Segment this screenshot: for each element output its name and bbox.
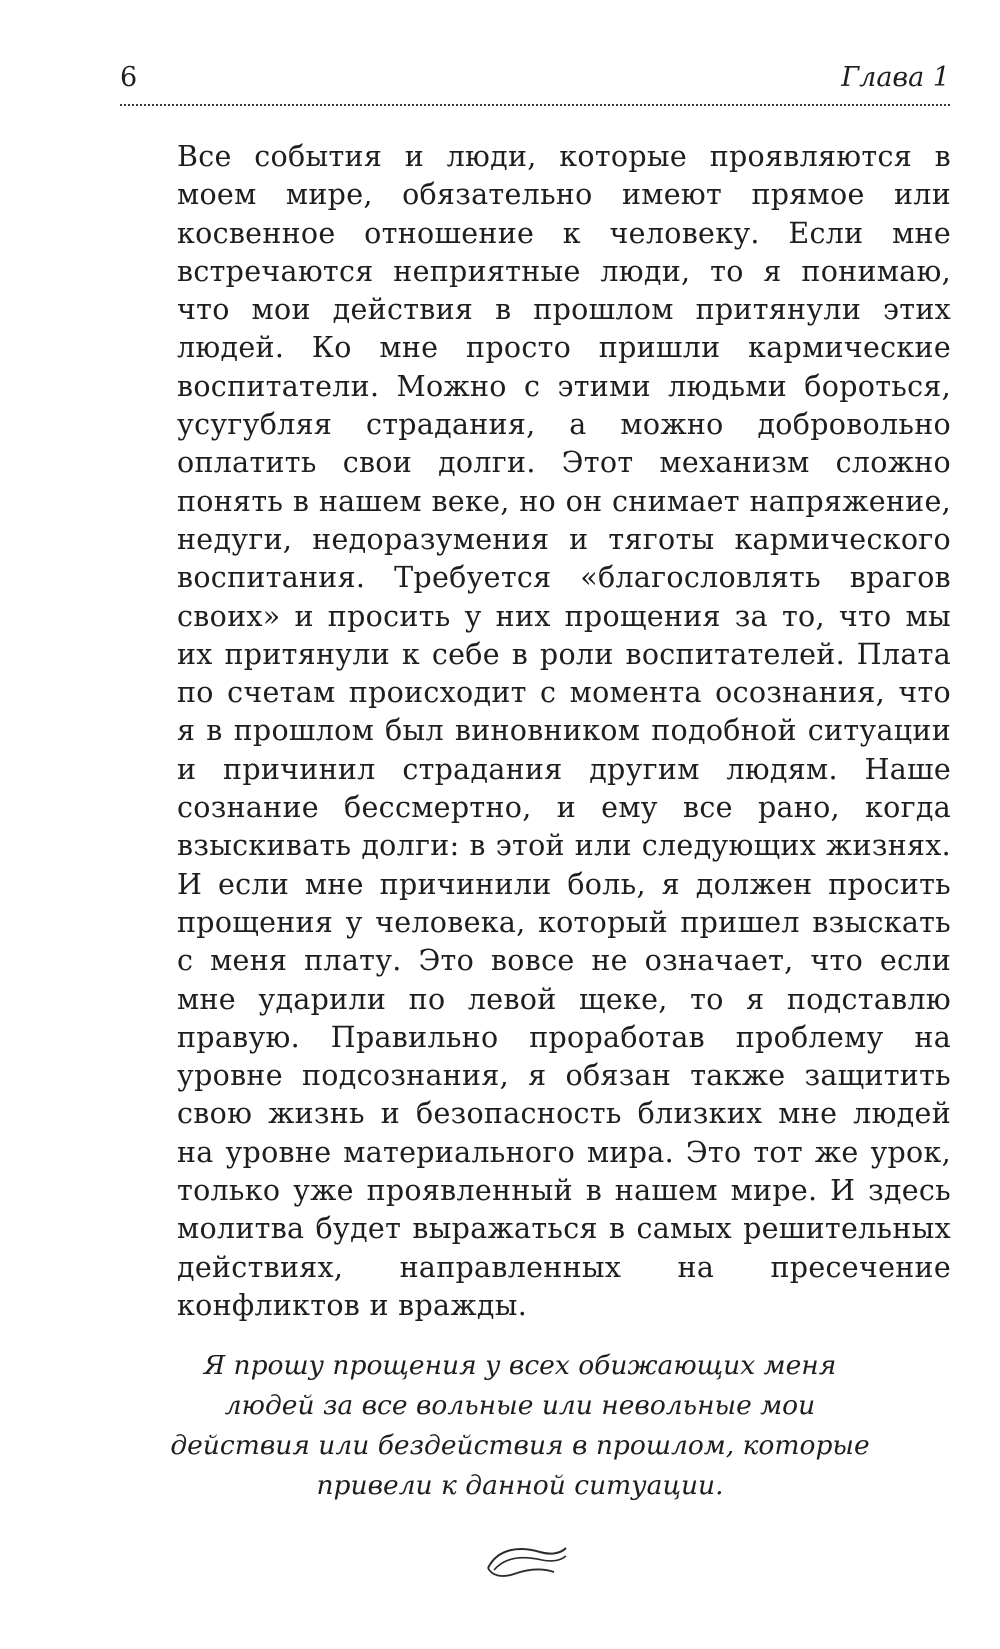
body-text xyxy=(177,138,951,1325)
prayer-line: действия или бездействия в прошлом, которые xyxy=(170,1430,870,1461)
page-number: 6 xyxy=(120,62,138,93)
prayer-line: людей за все вольные или невольные мои xyxy=(224,1390,816,1421)
page-header xyxy=(120,60,950,108)
running-head: Глава 1 xyxy=(841,62,950,93)
flourish-ornament-icon xyxy=(480,1538,570,1582)
header-dotted-rule xyxy=(120,104,950,106)
prayer-line: привели к данной ситуации. xyxy=(316,1470,724,1501)
prayer-line: Я прошу прощения у всех обижающих меня xyxy=(203,1350,837,1381)
prayer-quote xyxy=(140,1346,900,1506)
body-paragraph: Все события и люди, которые проявляются в моем мире, обязательно имеют прямое или косвенное отношение к человеку. Если мне встречаются неприятные люди, то я понимаю, что мои действия в прошлом притянули этих людей. Ко мне просто пришли кармические воспитатели. Можно с этими людьми бороться, усугубляя страдания, а можно добровольно оплатить свои долги. Этот механизм сложно понять в нашем веке, но он снимает напряжение, недуги, недоразумения и тяготы кармического воспитания. Требуется «благословлять врагов своих» и просить у них прощения за то, что мы их притянули к себе в роли воспитателей. Плата по счетам происходит с момента осознания, что я в прошлом был виновником подобной ситуации и причинил страдания другим людям. Наше сознание бессмертно, и ему все рано, когда взыскивать долги: в этой или следующих жизнях. И если мне причинили боль, я должен просить прощения у человека, который пришел взыскать с меня плату. Это вовсе не означает, что если мне ударили по левой щеке, то я подставлю правую. Правильно проработав проблему на уровне подсознания, я обязан также защитить свою жизнь и безопасность близких мне людей на уровне материального мира. Это тот же урок, только уже проявленный в нашем мире. И здесь молитва будет выражаться в самых решительных действиях, направленных на пресечение конфликтов и вражды. xyxy=(177,140,951,1322)
